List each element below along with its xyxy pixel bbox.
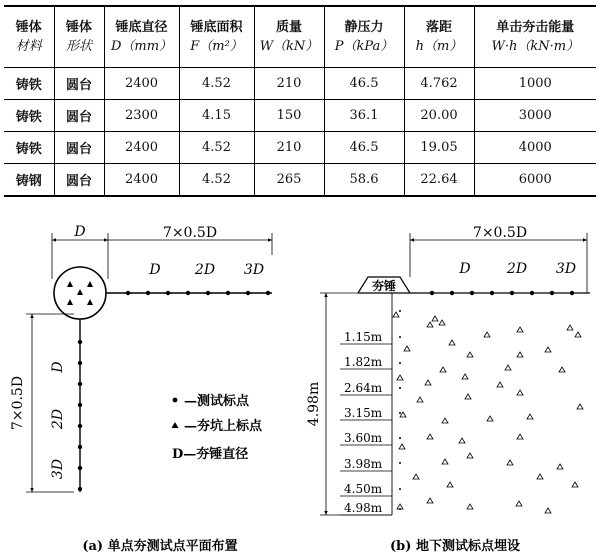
buried-mark-triangle-icon <box>557 464 563 469</box>
legend-crater-text: —夯坑上标点 <box>184 419 263 434</box>
point-legend-icon <box>173 398 178 403</box>
depth-label: 3.60m <box>344 431 383 445</box>
depth-label: 3.98m <box>344 457 383 471</box>
table-cell: 46.5 <box>324 68 404 100</box>
table-cell: 36.1 <box>324 100 404 132</box>
buried-mark-triangle-icon <box>517 434 523 439</box>
buried-mark-triangle-icon <box>527 414 533 419</box>
table-cell: 铸钢 <box>4 164 54 197</box>
table-header <box>4 6 596 68</box>
table-cell: 19.05 <box>404 132 474 164</box>
table-cell: 2400 <box>104 68 179 100</box>
table-row <box>4 100 596 132</box>
column-header <box>254 6 324 68</box>
table-cell: 3000 <box>474 100 596 132</box>
column-header-line1: 落距 <box>425 20 452 35</box>
buried-mark-triangle-icon <box>432 316 438 321</box>
table-cell: 265 <box>254 164 324 197</box>
table-cell: 4.52 <box>179 68 254 100</box>
depth-label: 3.15m <box>344 406 383 420</box>
column-header-line1: 锤体 <box>15 20 42 35</box>
b-span-label: 7×0.5D <box>472 225 528 241</box>
table-cell: 2400 <box>104 132 179 164</box>
crater-legend-icon <box>172 422 179 428</box>
buried-mark-triangle-icon <box>559 367 565 372</box>
buried-mark-triangle-icon <box>427 322 433 327</box>
buried-mark-triangle-icon <box>545 347 551 352</box>
table-cell: 4.52 <box>179 164 254 197</box>
column-header <box>4 6 54 68</box>
table-cell: 圆台 <box>54 68 104 100</box>
buried-mark-triangle-icon <box>427 498 433 503</box>
dimension-span-label: 7×0.5D <box>162 225 218 241</box>
buried-mark-triangle-icon <box>393 312 399 317</box>
buried-mark-triangle-icon <box>567 325 573 330</box>
total-depth-label: 4.98m <box>306 381 322 427</box>
table-header-row <box>4 6 596 68</box>
depth-label: 4.98m <box>344 501 383 515</box>
column-header <box>179 6 254 68</box>
buried-mark-triangle-icon <box>404 346 410 351</box>
buried-mark-triangle-icon <box>413 474 419 479</box>
figure-a-plan-layout <box>10 224 272 554</box>
buried-mark-triangle-icon <box>577 404 583 409</box>
buried-mark-triangle-icon <box>545 508 551 513</box>
dimension-d-label: D <box>74 224 86 240</box>
column-header-line1: 质量 <box>275 20 302 35</box>
buried-mark-triangle-icon <box>427 434 433 439</box>
buried-mark-triangle-icon <box>497 382 503 387</box>
buried-mark-triangle-icon <box>439 320 445 325</box>
test-point-figures <box>0 215 600 558</box>
table-cell: 6000 <box>474 164 596 197</box>
column-header <box>404 6 474 68</box>
table-cell: 铸铁 <box>4 100 54 132</box>
buried-mark-triangle-icon <box>442 459 448 464</box>
buried-mark-triangle-icon <box>447 482 453 487</box>
column-header-line2: 形状 <box>65 39 92 54</box>
depth-label: 2.64m <box>344 381 383 395</box>
vertical-span-label: 7×0.5D <box>10 375 26 431</box>
depth-label: 1.82m <box>344 355 383 369</box>
buried-mark-triangle-icon <box>507 460 513 465</box>
column-header-line1: 锤体 <box>65 20 92 35</box>
table-cell: 圆台 <box>54 164 104 197</box>
column-header-line2: F（m²） <box>190 39 243 54</box>
legend-point-text: —测试标点 <box>184 394 250 409</box>
column-header-line2: 材料 <box>15 39 42 54</box>
buried-mark-triangle-icon <box>517 390 523 395</box>
table-row <box>4 68 596 100</box>
buried-mark-triangle-icon <box>459 438 465 443</box>
column-header-line2: P（kPa） <box>334 39 394 54</box>
table-cell: 2300 <box>104 100 179 132</box>
buried-mark-triangle-icon <box>397 375 403 380</box>
table-cell: 150 <box>254 100 324 132</box>
b-h-mark-3d: 3D <box>555 261 577 277</box>
hammer-parameter-table <box>4 5 596 197</box>
buried-mark-triangle-icon <box>425 380 431 385</box>
buried-mark-triangle-icon <box>467 504 473 509</box>
column-header-line1: 锤底面积 <box>190 20 243 35</box>
table-cell: 210 <box>254 68 324 100</box>
table-row <box>4 132 596 164</box>
column-header-line2: D（mm） <box>110 39 173 54</box>
buried-mark-triangle-icon <box>484 332 490 337</box>
buried-mark-triangle-icon <box>572 482 578 487</box>
table-cell: 4.762 <box>404 68 474 100</box>
table-cell: 圆台 <box>54 100 104 132</box>
column-header-line1: 锤底直径 <box>115 20 168 35</box>
v-mark-3d: 3D <box>50 458 66 480</box>
buried-mark-triangle-icon <box>440 367 446 372</box>
legend-diameter-text: D—夯锤直径 <box>172 447 249 462</box>
buried-mark-triangle-icon <box>517 327 523 332</box>
column-header <box>54 6 104 68</box>
table-cell: 46.5 <box>324 132 404 164</box>
soil-boundary-dots <box>399 310 401 510</box>
buried-mark-triangle-icon <box>442 418 448 423</box>
h-mark-2d: 2D <box>194 262 216 278</box>
buried-mark-triangle-icon <box>505 365 511 370</box>
buried-test-marks <box>393 312 583 513</box>
column-header-line1: 单击夯击能量 <box>496 20 575 35</box>
buried-mark-triangle-icon <box>467 352 473 357</box>
b-h-mark-2d: 2D <box>506 261 528 277</box>
table-cell: 58.6 <box>324 164 404 197</box>
buried-mark-triangle-icon <box>465 394 471 399</box>
table-cell: 210 <box>254 132 324 164</box>
column-header <box>474 6 596 68</box>
v-mark-2d: 2D <box>50 408 66 430</box>
column-header-line2: W·h（kN·m） <box>491 39 580 54</box>
buried-mark-triangle-icon <box>462 374 468 379</box>
table-body <box>4 68 596 197</box>
table-cell: 4.15 <box>179 100 254 132</box>
buried-mark-triangle-icon <box>399 444 405 449</box>
buried-mark-triangle-icon <box>417 397 423 402</box>
table-cell: 铸铁 <box>4 132 54 164</box>
buried-mark-triangle-icon <box>467 453 473 458</box>
depth-label: 1.15m <box>344 330 383 344</box>
table-cell: 20.00 <box>404 100 474 132</box>
column-header-line2: W（kN） <box>259 39 319 54</box>
buried-mark-triangle-icon <box>537 474 543 479</box>
h-mark-d: D <box>149 262 161 278</box>
buried-mark-triangle-icon <box>449 340 455 345</box>
table-cell: 1000 <box>474 68 596 100</box>
table-cell: 4000 <box>474 132 596 164</box>
table-cell: 2400 <box>104 164 179 197</box>
hammer-label: 夯锤 <box>371 279 397 293</box>
buried-mark-triangle-icon <box>487 416 493 421</box>
depth-label: 4.50m <box>344 482 383 496</box>
column-header <box>104 6 179 68</box>
h-mark-3d: 3D <box>243 262 265 278</box>
column-header-line1: 静压力 <box>344 20 384 35</box>
figure-a-caption: (a) 单点夯测试点平面布置 <box>82 539 238 554</box>
column-header-line2: h（m） <box>415 39 463 54</box>
table-cell: 4.52 <box>179 132 254 164</box>
table-row <box>4 164 596 197</box>
v-mark-d: D <box>50 361 66 373</box>
table-cell: 圆台 <box>54 132 104 164</box>
figure-b-underground-layout <box>306 225 590 554</box>
column-header <box>324 6 404 68</box>
table-cell: 22.64 <box>404 164 474 197</box>
buried-mark-triangle-icon <box>517 352 523 357</box>
table-cell: 铸铁 <box>4 68 54 100</box>
figure-b-caption: (b) 地下测试标点埋设 <box>390 539 520 554</box>
buried-mark-triangle-icon <box>516 501 522 506</box>
buried-mark-triangle-icon <box>575 332 581 337</box>
b-h-mark-d: D <box>459 261 471 277</box>
